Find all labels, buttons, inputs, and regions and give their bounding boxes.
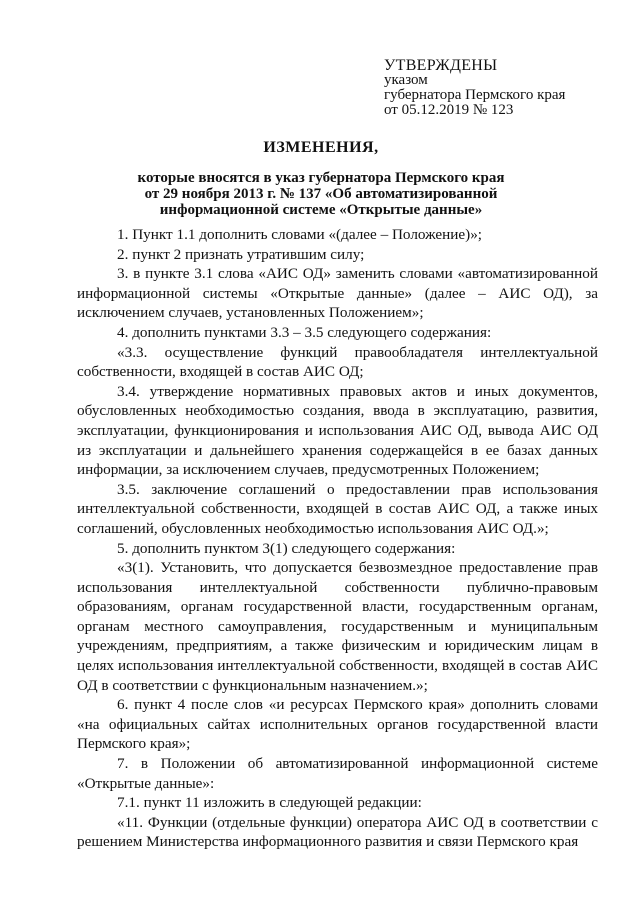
paragraph-3-4: 3.4. утверждение нормативных правовых актов и иных документов, обусловленных необходимостью создания, ввода в эксплуатацию, развития, эксплуатации, функционирования и использования АИС ОД, вывода АИС ОД из эксплуатации и дальнейшего хранения содержащейся в ее базах данных информации, за исключением случаев, предусмотренных Положением; [77, 382, 598, 479]
title-line-1: которые вносятся в указ губернатора Пермского края [137, 170, 505, 186]
approval-line-3: от 05.12.2019 № 123 [384, 102, 514, 118]
document-title [60, 140, 582, 218]
paragraph-1: 1. Пункт 1.1 дополнить словами «(далее – Положение)»; [117, 226, 483, 243]
paragraph-2: 2. пункт 2 признать утратившим силу; [117, 245, 365, 263]
paragraph-4: 4. дополнить пунктами 3.3 – 3.5 следующего содержания: [117, 323, 492, 341]
paragraph-3-1-quote: «3(1). Установить, что допускается безвозмездное предоставление прав использования интеллектуальной собственности публично-правовым образованиям, органам государственной власти, государственным органам, органам местного самоуправления, государственным и муниципальным учреждениям, предприятиям, а также физическим и юридическим лицам в целях использования интеллектуальной собственности, входящей в состав АИС ОД в соответствии с функциональным назначением.»; [77, 559, 598, 694]
paragraph-7: 7. в Положении об автоматизированной информационной системе «Открытые данные»: [77, 755, 598, 792]
paragraph-6: 6. пункт 4 после слов «и ресурсах Пермского края» дополнить словами «на официальных сайтах исполнительных органов государственной власти Пермского края»; [77, 696, 598, 753]
paragraph-11-quote: «11. Функции (отдельные функции) оператора АИС ОД в соответствии с решением Министерства информационного развития и связи Пермского края [77, 813, 598, 851]
title-line-3: информационной системе «Открытые данные» [159, 202, 483, 218]
approval-stamp [384, 58, 565, 118]
paragraph-7-1: 7.1. пункт 11 изложить в следующей редакции: [117, 794, 422, 812]
paragraph-3-5: 3.5. заключение соглашений о предоставлении прав использования интеллектуальной собственности, входящей в состав АИС ОД, а также иных соглашений, обусловленных необходимостью использования АИС ОД.»; [77, 480, 598, 537]
approval-line-2: губернатора Пермского края [384, 87, 566, 103]
paragraph-3-3: «3.3. осуществление функций правообладателя интеллектуальной собственности, входящей в состав АИС ОД; [77, 343, 598, 381]
paragraph-5: 5. дополнить пунктом 3(1) следующего содержания: [117, 539, 456, 557]
document-body [77, 225, 598, 852]
approval-line-1: указом [384, 72, 428, 88]
title-heading: ИЗМЕНЕНИЯ, [263, 139, 379, 156]
title-line-2: от 29 ноября 2013 г. № 137 «Об автоматизированной [144, 186, 498, 202]
approval-heading: УТВЕРЖДЕНЫ [384, 57, 498, 74]
paragraph-3: 3. в пункте 3.1 слова «АИС ОД» заменить словами «автоматизированной информационной системы «Открытые данные» (далее – АИС ОД), за исключением случаев, установленных Положением»; [77, 265, 598, 322]
